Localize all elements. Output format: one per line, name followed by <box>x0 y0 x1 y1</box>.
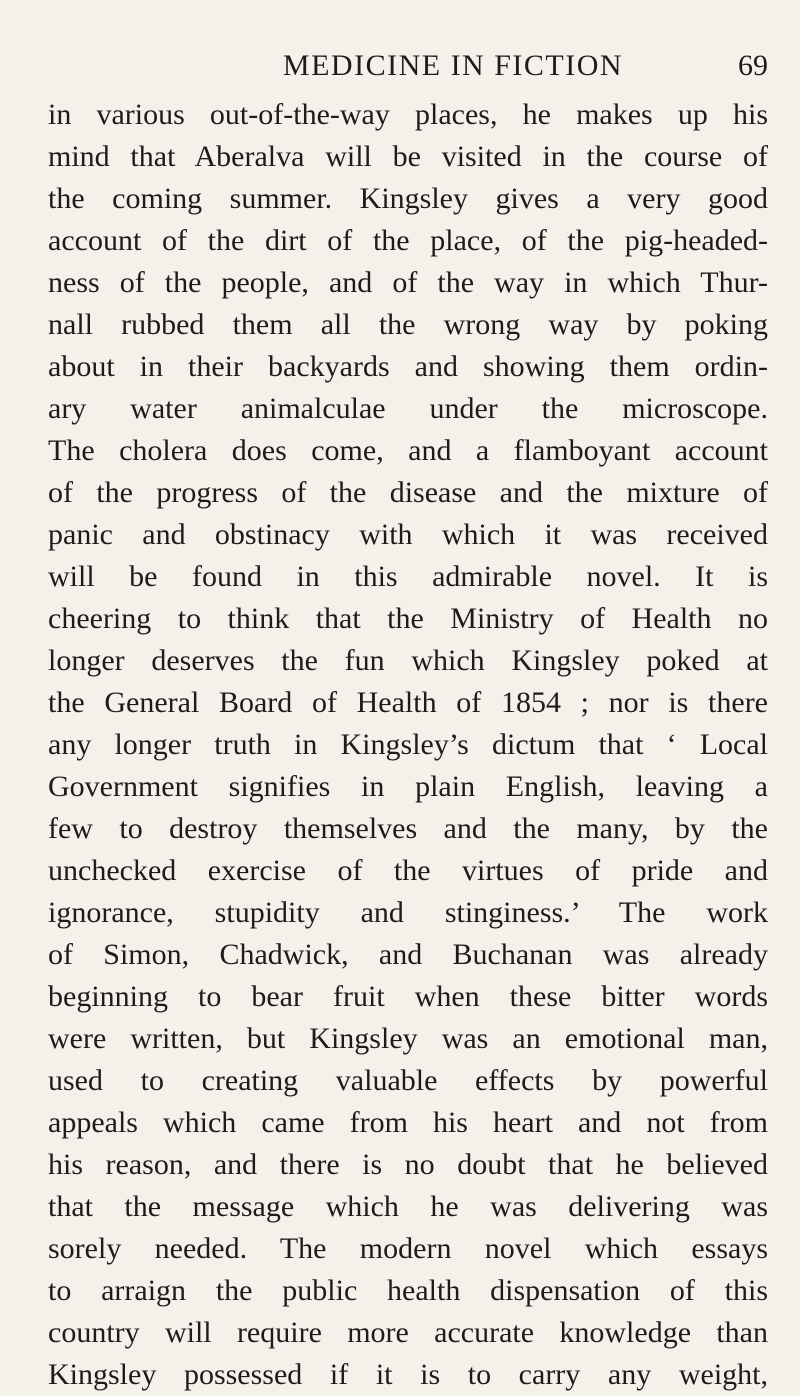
page-number: 69 <box>738 49 768 82</box>
text-line: sorely needed. The modern novel which essays <box>48 1232 768 1265</box>
text-line: account of the dirt of the place, of the pig-headed- <box>48 224 768 257</box>
text-line: ness of the people, and of the way in which Thur- <box>48 266 768 299</box>
text-line: were written, but Kingsley was an emotional man, <box>48 1022 768 1055</box>
text-line: longer deserves the fun which Kingsley poked at <box>48 644 768 677</box>
text-line: to arraign the public health dispensation of this <box>48 1274 768 1307</box>
body-text <box>48 94 768 1396</box>
text-line: of the progress of the disease and the mixture of <box>48 476 768 509</box>
text-line: appeals which came from his heart and not from <box>48 1106 768 1139</box>
text-line: few to destroy themselves and the many, by the <box>48 812 768 845</box>
text-line: unchecked exercise of the virtues of pride and <box>48 854 768 887</box>
text-line: used to creating valuable effects by powerful <box>48 1064 768 1097</box>
text-line: nall rubbed them all the wrong way by poking <box>48 308 768 341</box>
text-line: beginning to bear fruit when these bitter words <box>48 980 768 1013</box>
text-line: about in their backyards and showing them ordin- <box>48 350 768 383</box>
text-line: will be found in this admirable novel. It is <box>48 560 768 593</box>
text-line: Government signifies in plain English, leaving a <box>48 770 768 803</box>
text-line: mind that Aberalva will be visited in the course of <box>48 140 768 173</box>
text-line: ary water animalculae under the microscope. <box>48 392 768 425</box>
text-line: panic and obstinacy with which it was received <box>48 518 768 551</box>
text-line: that the message which he was delivering was <box>48 1190 768 1223</box>
text-line: the General Board of Health of 1854 ; nor is there <box>48 686 768 719</box>
text-line: The cholera does come, and a flamboyant account <box>48 434 768 467</box>
text-line: any longer truth in Kingsley’s dictum that ‘ Local <box>48 728 768 761</box>
text-line: of Simon, Chadwick, and Buchanan was already <box>48 938 768 971</box>
text-line: his reason, and there is no doubt that he believed <box>48 1148 768 1181</box>
text-line: the coming summer. Kingsley gives a very good <box>48 182 768 215</box>
running-title: MEDICINE IN FICTION <box>282 49 624 82</box>
text-line: country will require more accurate knowledge than <box>48 1316 768 1349</box>
running-head <box>138 44 768 88</box>
text-line: Kingsley possessed if it is to carry any weight, <box>48 1358 768 1391</box>
text-line: cheering to think that the Ministry of Health no <box>48 602 768 635</box>
text-line: in various out-of-the-way places, he makes up his <box>48 98 768 131</box>
text-line: ignorance, stupidity and stinginess.’ The work <box>48 896 768 929</box>
